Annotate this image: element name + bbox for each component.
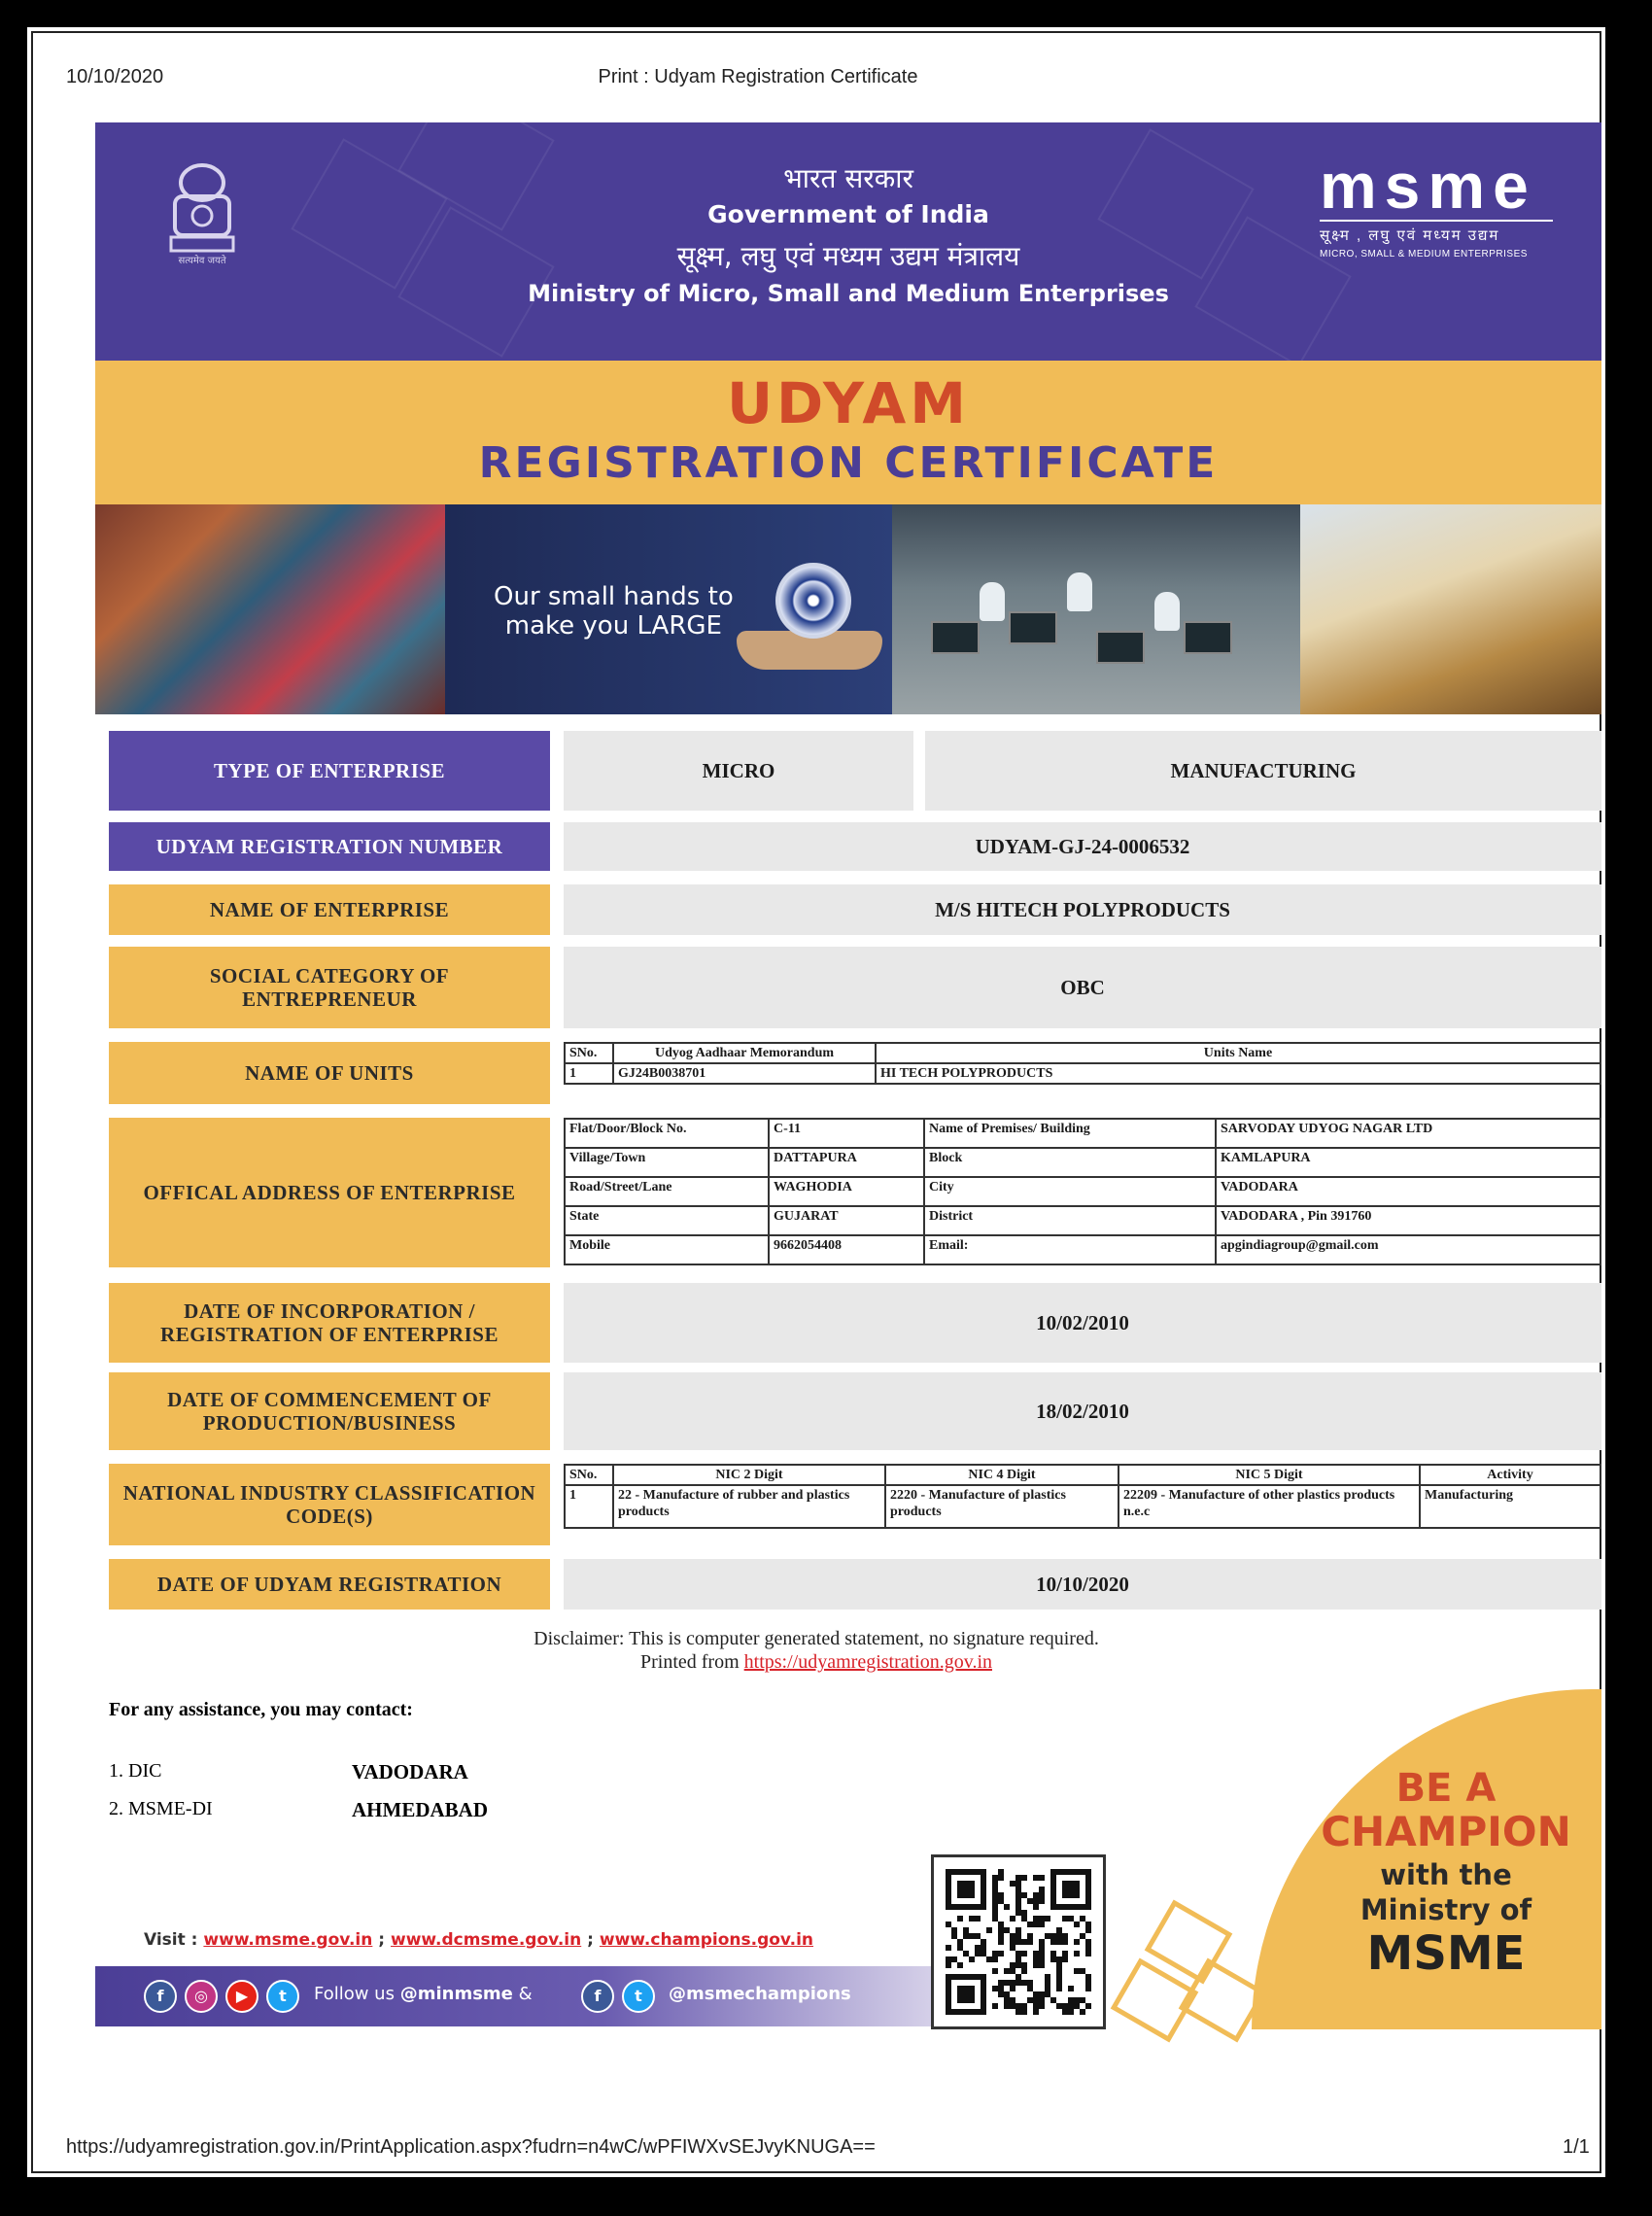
hindi-ministry: सूक्ष्म, लघु एवं मध्यम उद्यम मंत्रालय <box>676 240 1020 272</box>
print-date: 10/10/2020 <box>66 66 164 87</box>
nic-table: SNo. NIC 2 Digit NIC 4 Digit NIC 5 Digit Activity 1 22 - Manufacture of rubber and plastics products 2220 - Manufacture of plastics products 22209 - Manufacture of other plastics products n.e.c Manufacturing <box>564 1464 1601 1529</box>
printed-from: Printed from https://udyamregistration.gov.in <box>640 1651 992 1673</box>
champ-line-1: BE A <box>1395 1766 1497 1811</box>
ministry-english: Ministry of Micro, Small and Medium Enterprises <box>528 280 1169 307</box>
champ-line-3: with the <box>1380 1858 1512 1891</box>
msme-logo: msme सूक्ष्म , लघु एवं मध्यम उद्यम MICRO, SMALL & MEDIUM ENTERPRISES <box>1320 152 1553 260</box>
banner-tagline: Our small hands to make you LARGE <box>494 582 734 641</box>
label-social-category: SOCIAL CATEGORY OF ENTREPRENEUR <box>109 947 550 1028</box>
contact-value-dic: VADODARA <box>352 1760 468 1783</box>
print-footer-url: https://udyamregistration.gov.in/PrintApplication.aspx?fudrn=n4wC/wPFIWXvSEJvyKNUGA== <box>66 2136 876 2158</box>
label-name-of-enterprise: NAME OF ENTERPRISE <box>109 884 550 935</box>
label-date-of-incorporation: DATE OF INCORPORATION / REGISTRATION OF ENTERPRISE <box>109 1283 550 1363</box>
follow-handle-champions: @msmechampions <box>669 1984 851 2004</box>
label-official-address: OFFICAL ADDRESS OF ENTERPRISE <box>109 1118 550 1267</box>
contact-label-msme-di: 2. MSME-DI <box>109 1798 213 1819</box>
facebook-icon[interactable]: f <box>144 1980 177 2013</box>
chakra-icon <box>775 563 851 639</box>
champ-line-2: CHAMPION <box>1321 1808 1571 1855</box>
link-champions[interactable]: www.champions.gov.in <box>599 1930 814 1950</box>
label-name-of-units: NAME OF UNITS <box>109 1042 550 1104</box>
qr-code <box>931 1854 1106 2029</box>
title-registration-certificate: REGISTRATION CERTIFICATE <box>478 438 1219 488</box>
contact-value-msme-di: AHMEDABAD <box>352 1798 488 1821</box>
link-msme[interactable]: www.msme.gov.in <box>203 1930 373 1950</box>
label-nic-codes: NATIONAL INDUSTRY CLASSIFICATION CODE(S) <box>109 1464 550 1545</box>
follow-text: Follow us @minmsme & <box>314 1984 533 2004</box>
address-table: Flat/Door/Block No. C-11 Name of Premises/ Building SARVODAY UDYOG NAGAR LTD Village/Town DATTAPURA Block KAMLAPURA Road/Street/Lane WAGHODIA City VADODARA State GUJARAT District VADODARA , Pin 391760 Mobile 9662054408 Email: apgindiagroup@gmail.com <box>564 1118 1601 1265</box>
champ-line-5: MSME <box>1366 1926 1526 1981</box>
label-date-of-udyam-registration: DATE OF UDYAM REGISTRATION <box>109 1559 550 1610</box>
print-page-number: 1/1 <box>1563 2136 1590 2158</box>
value-name-of-enterprise: M/S HITECH POLYPRODUCTS <box>564 884 1601 935</box>
label-type-of-enterprise: TYPE OF ENTERPRISE <box>109 731 550 811</box>
value-date-of-udyam-registration: 10/10/2020 <box>564 1559 1601 1610</box>
units-table: SNo. Udyog Aadhaar Memorandum Units Name 1 GJ24B0038701 HI TECH POLYPRODUCTS <box>564 1042 1601 1085</box>
value-social-category: OBC <box>564 947 1601 1028</box>
follow-bar <box>95 1966 941 2026</box>
youtube-icon[interactable]: ▶ <box>225 1980 258 2013</box>
visit-links: Visit : www.msme.gov.in ; www.dcmsme.gov.in ; www.champions.gov.in <box>144 1930 814 1950</box>
link-dcmsme[interactable]: www.dcmsme.gov.in <box>391 1930 582 1950</box>
government-header <box>95 122 1601 361</box>
contact-label-dic: 1. DIC <box>109 1760 162 1782</box>
value-date-of-incorporation: 10/02/2010 <box>564 1283 1601 1363</box>
value-udyam-registration-number: UDYAM-GJ-24-0006532 <box>564 822 1601 871</box>
champ-line-4: Ministry of <box>1359 1893 1532 1926</box>
udyam-portal-link[interactable]: https://udyamregistration.gov.in <box>743 1651 992 1673</box>
facebook-icon-2[interactable]: f <box>581 1980 614 2013</box>
label-date-of-commencement: DATE OF COMMENCEMENT OF PRODUCTION/BUSINESS <box>109 1372 550 1450</box>
banner-image <box>95 504 1601 714</box>
title-band <box>95 361 1601 504</box>
value-enterprise-size: MICRO <box>564 731 913 811</box>
emblem-motto: सत्यमेव जयते <box>178 256 226 266</box>
hindi-gov: भारत सरकार <box>783 162 913 194</box>
instagram-icon[interactable]: ◎ <box>185 1980 218 2013</box>
contact-title: For any assistance, you may contact: <box>109 1699 413 1720</box>
value-date-of-commencement: 18/02/2010 <box>564 1372 1601 1450</box>
twitter-icon-2[interactable]: t <box>622 1980 655 2013</box>
gov-english: Government of India <box>707 200 989 228</box>
twitter-icon[interactable]: t <box>266 1980 299 2013</box>
print-title: Print : Udyam Registration Certificate <box>598 66 918 87</box>
label-udyam-registration-number: UDYAM REGISTRATION NUMBER <box>109 822 550 871</box>
disclaimer-text: Disclaimer: This is computer generated statement, no signature required. <box>533 1628 1099 1649</box>
certificate-page <box>16 16 1617 2189</box>
value-enterprise-activity: MANUFACTURING <box>925 731 1601 811</box>
title-udyam: UDYAM <box>726 370 971 436</box>
